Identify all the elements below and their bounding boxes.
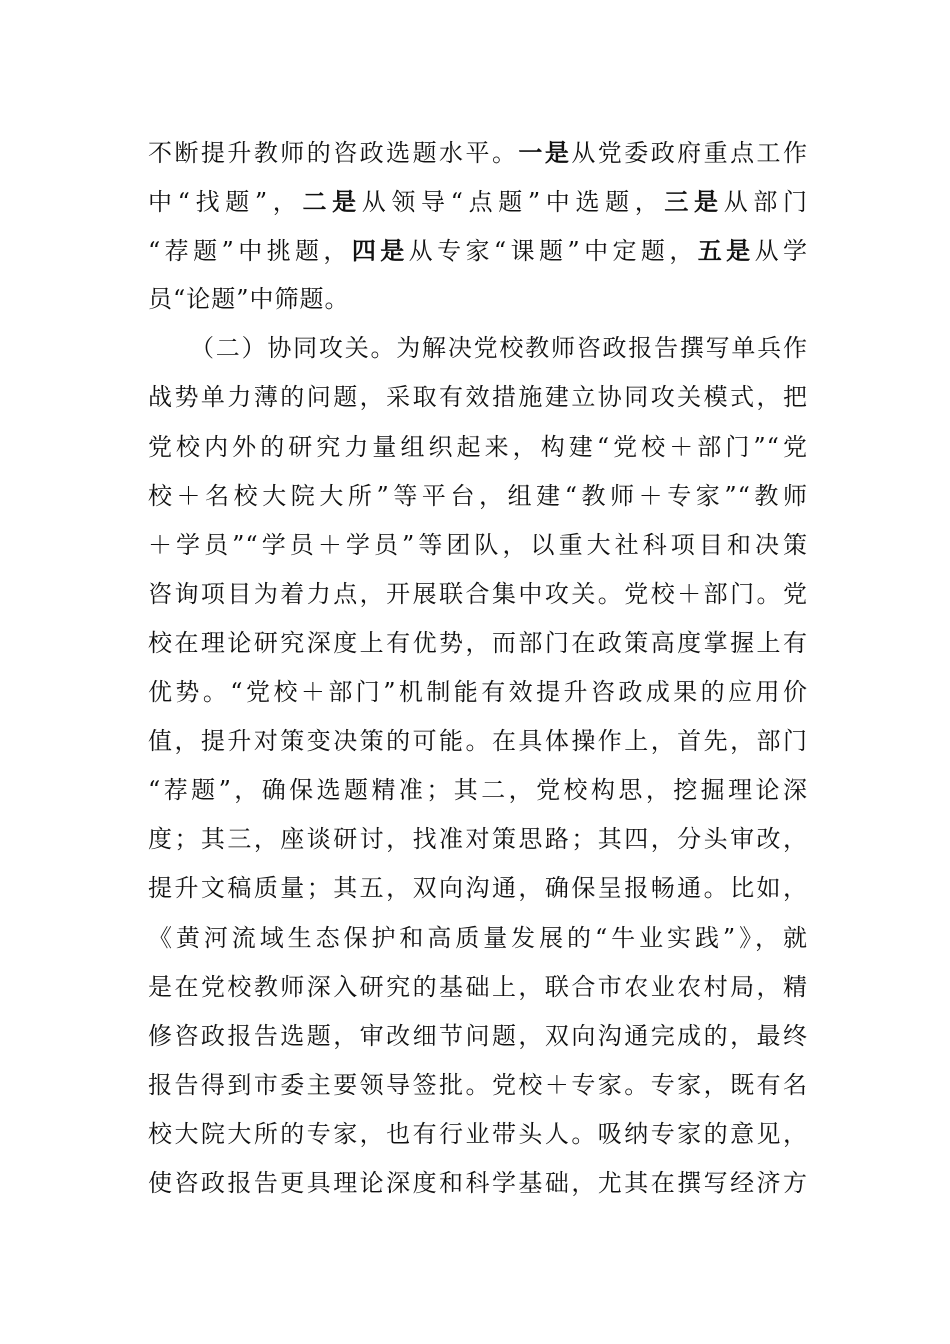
text-line: 度；其三，座谈研讨，找准对策思路；其四，分头审改， <box>148 825 808 854</box>
text-line <box>148 275 808 324</box>
bold-run: 四是 <box>351 236 409 266</box>
text-run: 从领导“点题”中选题， <box>361 188 665 217</box>
text-line: 修咨政报告选题，审改细节问题，双向沟通完成的，最终 <box>148 1021 808 1050</box>
text-run: 不断提升教师的咨政选题水平。 <box>148 139 519 167</box>
text-line: （二）协同攻关。为解决党校教师咨政报告撰写单兵作 <box>190 334 808 363</box>
text-run: 中“找题”， <box>148 188 303 217</box>
text-line: 是在党校教师深入研究的基础上，联合市农业农村局，精 <box>148 972 808 1001</box>
text-run: 从专家“课题”中定题， <box>408 237 698 266</box>
text-line: 优势。“党校＋部门”机制能有效提升咨政成果的应用价 <box>148 678 808 707</box>
text-line: 咨询项目为着力点，开展联合集中攻关。党校＋部门。党 <box>148 579 808 608</box>
text-line: 党校内外的研究力量组织起来，构建“党校＋部门”“党 <box>148 432 808 461</box>
paragraph-2 <box>148 324 808 1208</box>
text-line: 提升文稿质量；其五，双向沟通，确保呈报畅通。比如， <box>148 874 808 903</box>
text-line: 战势单力薄的问题，采取有效措施建立协同攻关模式，把 <box>148 383 808 412</box>
text-line: ＋学员”“学员＋学员”等团队，以重大社科项目和决策 <box>148 530 808 559</box>
text-line <box>148 177 808 226</box>
text-line: 报告得到市委主要领导签批。党校＋专家。专家，既有名 <box>148 1070 808 1099</box>
text-run: 从部门 <box>723 188 808 217</box>
text-line: 校＋名校大院大所”等平台，组建“教师＋专家”“教师 <box>148 481 808 510</box>
text-line: 校在理论研究深度上有优势，而部门在政策高度掌握上有 <box>148 628 808 657</box>
text-run: 从党委政府重点工作 <box>571 139 809 167</box>
text-run: 从学 <box>754 237 809 266</box>
bold-run: 五是 <box>697 236 755 266</box>
bold-run: 一是 <box>518 138 572 167</box>
text-line <box>148 128 808 177</box>
text-line: 值，提升对策变决策的可能。在具体操作上，首先，部门 <box>148 727 808 756</box>
text-line: “荐题”，确保选题精准；其二，党校构思，挖掘理论深 <box>148 776 808 805</box>
text-line <box>148 226 808 275</box>
paragraph-1 <box>148 128 808 324</box>
text-line: 校大院大所的专家，也有行业带头人。吸纳专家的意见， <box>148 1119 808 1148</box>
text-run: 员“论题”中筛题。 <box>148 285 350 314</box>
bold-run: 二是 <box>302 187 362 217</box>
document-body <box>148 128 808 1208</box>
text-line: 使咨政报告更具理论深度和科学基础，尤其在撰写经济方 <box>148 1168 808 1197</box>
bold-run: 三是 <box>664 187 724 217</box>
text-run: “荐题”中挑题， <box>148 237 352 266</box>
text-line: 《黄河流域生态保护和高质量发展的“牛业实践”》，就 <box>148 923 808 952</box>
